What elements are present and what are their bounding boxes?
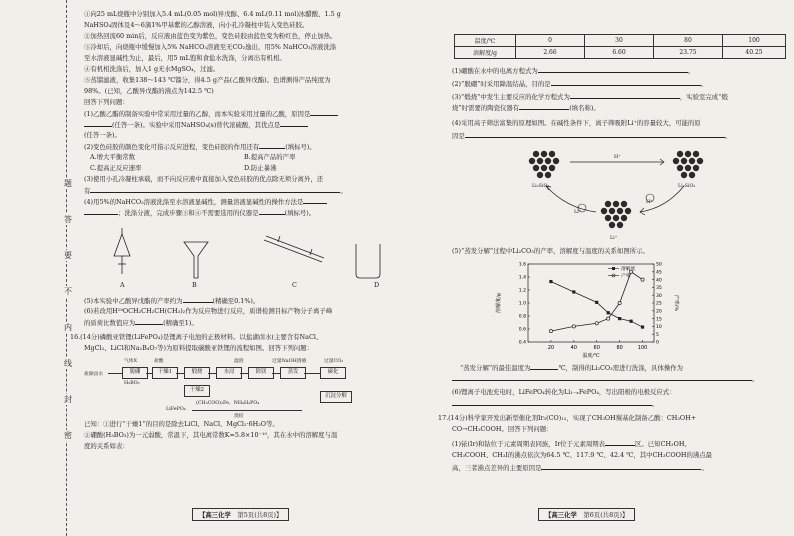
- plot-frame: [528, 264, 654, 342]
- data-point-solubility: [641, 325, 644, 328]
- solubility-yield-chart: [492, 256, 682, 364]
- table-header: 0: [516, 35, 585, 47]
- footer-subject: 【高三化学: [545, 511, 577, 519]
- y-tick-label: 0.4: [518, 340, 526, 346]
- question-16-cont: MgCl₂、LiCl和Na₂B₄O₇等)为原料提取碳酸亚铁锂的流程如图。回答下列问题：: [84, 344, 314, 352]
- flow-label: LiFePO₄: [166, 407, 186, 412]
- y-axis-label: 溶解度/g: [496, 293, 502, 313]
- flow-label: (CH₃COO)₂Fe、NH₄H₂PO₄: [196, 401, 260, 406]
- r-question-3-text: ，实验室完成“煅: [679, 93, 728, 101]
- answer-blank[interactable]: [183, 296, 213, 303]
- question-5-text: (5)本实验中乙酸异戊酯的产率约为: [84, 297, 183, 305]
- procedure-step-4: ④有机相洗涤后，加入1 g无水MgSO₄，过滤。: [84, 65, 220, 73]
- r-question-6: (6)锂离子电池充电时，LiFePO₄转化为Li₁₋ₓFePO₄，写出阳极的电极反应式：: [452, 388, 676, 396]
- condenser-icon: [264, 236, 324, 262]
- question-1-end: (任答一条)。: [84, 131, 121, 139]
- data-point-yield: [607, 317, 610, 320]
- r-question-4-text: 。: [724, 132, 732, 140]
- table-header: 30: [585, 35, 654, 47]
- q17-sub-1-text: 高，三者沸点差异的主要原因是: [452, 464, 542, 472]
- table-cell: 6.60: [585, 47, 654, 59]
- solubility-table: [454, 34, 786, 59]
- table-row-label: 溶解度/g: [455, 47, 516, 59]
- question-6-text: 的质荷比数值应为: [84, 319, 136, 327]
- answer-blank[interactable]: [259, 142, 285, 149]
- procedure-step-5: ⑤蒸馏滤液，收集138～143 ℃馏分，得4.5 g产品(乙酸异戊酯)。色谱测得产品纯度为: [84, 76, 331, 84]
- margin-label: 答: [64, 215, 72, 224]
- r-question-1: [452, 66, 694, 75]
- data-point-solubility: [629, 320, 632, 323]
- question-6-cont: [84, 318, 198, 327]
- question-17: 17.(14分)科学家开发出新型催化剂Ir₃(CO)₁₂，实现了CH₃OH羰基化制备乙酸：CH₃OH+: [438, 414, 697, 422]
- r-question-2-text: 。: [700, 80, 708, 88]
- flow-arrow: [304, 373, 320, 374]
- option-d: D.防止暴沸: [244, 164, 277, 172]
- margin-label: 要: [64, 251, 72, 260]
- flow-box: 煅烧: [184, 367, 210, 379]
- table-cell: 2.66: [516, 47, 585, 59]
- procedure-step-1: ①向25 mL烧瓶中分别加入5.4 mL(0.05 mol)异戊醇、6.4 mL(0.11 mol)冰醋酸、1.5 g: [84, 10, 341, 18]
- beaker-icon: [356, 244, 380, 278]
- known-2: ②硼酸(H₃BO₃)为一元弱酸，常温下，其电离常数K=5.8×10⁻¹⁰，其在水中的溶解度与温: [84, 431, 338, 439]
- flow-label: 盐湖卤水: [84, 372, 104, 377]
- r-question-5-text: ℃，制得的Li₂CO₃需进行洗涤，具体操作为: [558, 364, 684, 372]
- question-17-cont: CO→CH₃COOH。回答下列问题：: [452, 425, 553, 433]
- apparatus-figure: [104, 222, 394, 302]
- y2-tick-label: 25: [656, 301, 662, 307]
- y2-tick-label: 30: [656, 293, 662, 299]
- procedure-step-3-cont: 至水溶液显碱性为止，最后，用5 mL饱和食盐水洗涤，分离出有机相。: [84, 54, 286, 62]
- footer-page-number: 第5页(共8页)】: [237, 511, 283, 519]
- r-question-5: (5)“蒸发分解”过程中Li₂CO₃的产率、溶解度与温度的关系如图所示。: [452, 247, 649, 255]
- left-page-footer: [192, 508, 289, 521]
- margin-label: 不: [64, 287, 72, 296]
- y2-tick-label: 20: [656, 309, 662, 315]
- question-3-text: 。: [340, 187, 347, 195]
- question-4-text: ；洗涤分液，完成步骤③和④不需要选用的仪器是: [118, 209, 259, 217]
- sieve-label: Li₂SiO₃: [532, 184, 550, 189]
- r-question-4-cont: [452, 131, 731, 140]
- y2-tick-label: 10: [656, 325, 662, 331]
- flow-label: 过量CO₂: [324, 359, 344, 364]
- flow-box: 干燥1: [152, 367, 178, 379]
- question-4-text: (4)用5%的NaHCO₃溶液洗涤至水溶液显碱性，测量溶液显碱性的操作方法是: [84, 198, 304, 206]
- answer-blank[interactable]: [84, 208, 118, 215]
- flow-box: 沉淀分解: [320, 391, 352, 403]
- y2-tick-label: 40: [656, 278, 662, 284]
- sieve-label: Li⁺: [610, 236, 618, 241]
- footer-subject: 【高三化学: [199, 511, 231, 519]
- margin-label: 密: [64, 431, 72, 440]
- sieve-right: [673, 151, 703, 178]
- question-3: (3)使用小孔冷凝柱承载，而不向反应液中直接加入变色硅胶的优点除无须分离外，还: [84, 175, 324, 183]
- data-point-solubility: [595, 301, 598, 304]
- data-point-solubility: [618, 317, 621, 320]
- question-3-cont: [84, 186, 347, 195]
- right-page: [438, 0, 792, 536]
- x-tick-label: 20: [547, 345, 555, 351]
- answer-blank[interactable]: [519, 103, 569, 110]
- data-point-yield: [572, 325, 575, 328]
- answer-blank[interactable]: [90, 186, 340, 193]
- r-question-3-text: (填名称)。: [569, 104, 600, 112]
- question-1-cont: [84, 120, 308, 129]
- q17-sub-1-text: 区。已知CH₃OH、: [635, 440, 691, 448]
- data-point-yield: [549, 329, 552, 332]
- data-point-solubility: [549, 280, 552, 283]
- r-question-1-text: (1)硼酸在水中的电离方程式为: [452, 67, 538, 75]
- sieve-left: [529, 151, 559, 178]
- question-6-text: (精确至1)。: [163, 319, 198, 327]
- flow-arrow: [108, 373, 122, 374]
- apparatus-label-a: A: [120, 281, 125, 289]
- answer-blank[interactable]: [570, 92, 680, 99]
- binding-margin: [0, 0, 72, 536]
- flow-box: 蒸发: [280, 367, 306, 379]
- question-4-text: (填标号)。: [284, 209, 316, 217]
- r-question-3: [452, 92, 728, 101]
- x-tick-label: 80: [616, 345, 623, 351]
- procedure-step-1-cont: NaHSO₄固体及4～6滴1%甲基紫的乙醇溶液，向小孔冷凝柱中装入变色硅胶。: [84, 21, 309, 29]
- answer-blank[interactable]: [135, 318, 163, 325]
- data-point-solubility: [572, 290, 575, 293]
- separatory-funnel-icon: [114, 228, 130, 274]
- table-header: 100: [723, 35, 786, 47]
- apparatus-label-d: D: [374, 281, 380, 289]
- question-2: [84, 142, 316, 151]
- sieve-label: Li₂SiO₃: [678, 184, 696, 189]
- flow-box: 除镁: [248, 367, 274, 379]
- question-5: [84, 296, 259, 305]
- flow-box: 脱硼: [122, 367, 148, 379]
- ion-sieve-diagram: [516, 142, 736, 240]
- series-line-solubility: [551, 282, 643, 328]
- question-1-text: (1)乙酸乙酯的制备实验中常采用过量的乙醇，而本实验采用过量的乙酸，原因是: [84, 110, 311, 118]
- q17-sub-1-cont: CH₃COOH、CH₃I的沸点依次为64.5 ℃、117.9 ℃、42.4 ℃，其中CH₃COOH的沸点最: [452, 451, 713, 459]
- answer-blank[interactable]: [310, 109, 338, 116]
- y2-tick-label: 35: [656, 286, 662, 292]
- y-tick-label: 1.0: [518, 301, 526, 307]
- y-tick-label: 0.8: [518, 314, 526, 320]
- table-row: [455, 35, 786, 47]
- procedure-step-2: ②加热回流60 min后，反应液由蓝色变为紫色，变色硅胶由蓝色变为粉红色，停止加热。: [84, 32, 337, 40]
- r-question-3-text: (3)“煅烧”中发生主要反应的化学方程式为: [452, 93, 570, 101]
- funnel-icon: [184, 242, 208, 278]
- question-1-text: (任答一条)。实验中采用NaHSO₄(s)替代浓硫酸，其优点是: [112, 121, 281, 129]
- question-2-text: (填标号)。: [285, 143, 316, 151]
- data-point-yield: [641, 278, 644, 281]
- flow-arrow: [176, 373, 184, 374]
- q17-sub-1-end: [452, 463, 708, 472]
- y-tick-label: 0.6: [518, 327, 526, 333]
- table-header: 80: [654, 35, 723, 47]
- y2-tick-label: 5: [656, 332, 659, 338]
- x-tick-label: 60: [593, 345, 600, 351]
- answer-blank[interactable]: [541, 463, 701, 470]
- right-page-footer: [538, 508, 635, 521]
- question-2-text: (2)变色硅胶的颜色变化可指示反应进程，变色硅胶的作用还有: [84, 143, 260, 151]
- known-1: 已知：①进行“干燥1”的目的是除去LiCl、NaCl、MgCl₂·6H₂O等。: [84, 420, 279, 428]
- r-question-3-cont: [452, 103, 600, 112]
- flow-box: 干燥2: [184, 385, 210, 397]
- flow-label: 盐酸: [154, 359, 164, 364]
- procedure-step-5-cont: 98%。(已知，乙酸异戊酯的沸点为142.5 ℃): [84, 87, 214, 95]
- r-question-4: (4)采用高子筛法富集的原理如图。在碱性条件下，离子筛吸附Li⁺的容量较大，可能的原: [452, 119, 701, 127]
- legend-label-yield: 产率: [621, 274, 631, 280]
- known-2-cont: 度的关系如表：: [84, 442, 129, 450]
- flow-arrow: [192, 410, 302, 411]
- question-16: 16.(14分)磷酸亚铁锂(LiFePO₄)是锂离子电池的正极材料。以盐湖卤水(主要含有NaCl、: [70, 333, 323, 341]
- procedure-step-3: ③冷却后，向烧瓶中缓慢加入5% NaHCO₃溶液至无CO₂逸出，用5% NaHCO₃溶液洗涤: [84, 43, 337, 51]
- r-question-6-cont: [452, 399, 658, 408]
- y2-tick-label: 15: [656, 317, 662, 323]
- sieve-label: Li⁺: [574, 210, 582, 215]
- option-c: C.提高正反应速率: [90, 164, 142, 172]
- answer-blank[interactable]: [259, 208, 285, 215]
- y2-tick-label: 50: [656, 262, 662, 268]
- r-question-5-answer: [460, 363, 683, 372]
- y2-tick-label: 45: [656, 270, 662, 276]
- y2-tick-label: 0: [656, 340, 659, 346]
- r-question-3-text: 烧”时需要的陶瓷仪器有: [452, 104, 520, 112]
- answer-blank[interactable]: [303, 197, 327, 204]
- flow-label: 过量NaOH溶液: [272, 359, 307, 364]
- q17-sub-1: [452, 439, 691, 448]
- y2-axis-label: 产率/%: [673, 294, 679, 312]
- flow-label: 气体X: [124, 359, 138, 364]
- answer-blank[interactable]: [538, 66, 688, 73]
- question-6: (6)若改用H¹⁸OCH₂CH₂CH(CH₃)₂作为反应物进行反应，质谱检测目标产物分子离子峰: [84, 307, 333, 315]
- binding-dashed-line: [66, 0, 67, 536]
- y-tick-label: 1.4: [518, 275, 526, 281]
- table-header: 温度/℃: [455, 35, 516, 47]
- margin-label: 题: [64, 179, 72, 188]
- r-question-5-text: “蒸发分解”的最佳温度为: [460, 364, 531, 372]
- r-question-2: [452, 79, 707, 88]
- question-5-text: (精确至0.1%)。: [212, 297, 260, 305]
- question-4-cont: [84, 208, 315, 217]
- answer-blank[interactable]: [452, 399, 652, 406]
- apparatus-label-b: B: [192, 281, 197, 289]
- x-axis-label: 温度/℃: [582, 353, 600, 359]
- r-question-2-text: (2)“脱硼”时采用降温结晶，目的是: [452, 80, 551, 88]
- y-tick-label: 1.6: [518, 262, 526, 268]
- answer-blank[interactable]: [452, 374, 752, 381]
- flow-arrow: [208, 373, 216, 374]
- legend-label-solubility: 溶解度: [621, 267, 636, 273]
- table-row: [455, 47, 786, 59]
- q17-sub-1-text: 。: [701, 464, 708, 472]
- questions-heading: 回答下列问题：: [84, 98, 129, 106]
- flow-box: 水浸: [216, 367, 242, 379]
- r-question-5-cont: [452, 374, 758, 383]
- r-question-1-text: 。: [687, 67, 695, 75]
- answer-blank[interactable]: [84, 120, 112, 127]
- left-page: [70, 0, 414, 536]
- answer-blank[interactable]: [280, 120, 308, 127]
- x-tick-label: 100: [637, 345, 648, 351]
- sieve-label: H⁺: [614, 155, 621, 160]
- flow-arrow: [240, 373, 248, 374]
- margin-label: 线: [64, 359, 72, 368]
- flow-box: 碳化: [320, 367, 346, 379]
- data-point-yield: [595, 322, 598, 325]
- answer-blank[interactable]: [530, 363, 558, 370]
- answer-blank[interactable]: [465, 131, 725, 138]
- r-question-6-text: 。: [652, 400, 659, 408]
- flow-label: 滤渣: [234, 359, 244, 364]
- option-a: A.增大平衡常数: [90, 153, 135, 161]
- q17-sub-1-text: (1)铱(Ir)和钴位于元素周期表同族，Ir位于元素周期表: [452, 440, 606, 448]
- flow-label: H₃BO₃: [124, 381, 140, 386]
- data-point-solubility: [607, 311, 610, 314]
- table-cell: 40.25: [723, 47, 786, 59]
- margin-label: 内: [64, 323, 72, 332]
- question-3-text: 有: [84, 187, 91, 195]
- sieve-label: H⁺: [646, 200, 653, 205]
- margin-label: 封: [64, 395, 72, 404]
- r-question-5-text: 。: [752, 375, 759, 383]
- table-cell: 23.75: [654, 47, 723, 59]
- answer-blank[interactable]: [551, 79, 701, 86]
- question-4: [84, 197, 327, 206]
- flow-label: 烧结: [234, 414, 244, 419]
- flow-arrow: [272, 373, 280, 374]
- apparatus-label-c: C: [292, 281, 297, 289]
- x-tick-label: 40: [570, 345, 578, 351]
- sieve-bottom: [601, 201, 631, 228]
- option-b: B.提高产品的产率: [244, 153, 296, 161]
- answer-blank[interactable]: [605, 439, 635, 446]
- data-point-yield: [618, 301, 621, 304]
- footer-page-number: 第6页(共8页)】: [583, 511, 629, 519]
- r-question-4-text: 因是: [452, 132, 465, 140]
- y-tick-label: 1.2: [518, 288, 526, 294]
- question-1: [84, 109, 338, 118]
